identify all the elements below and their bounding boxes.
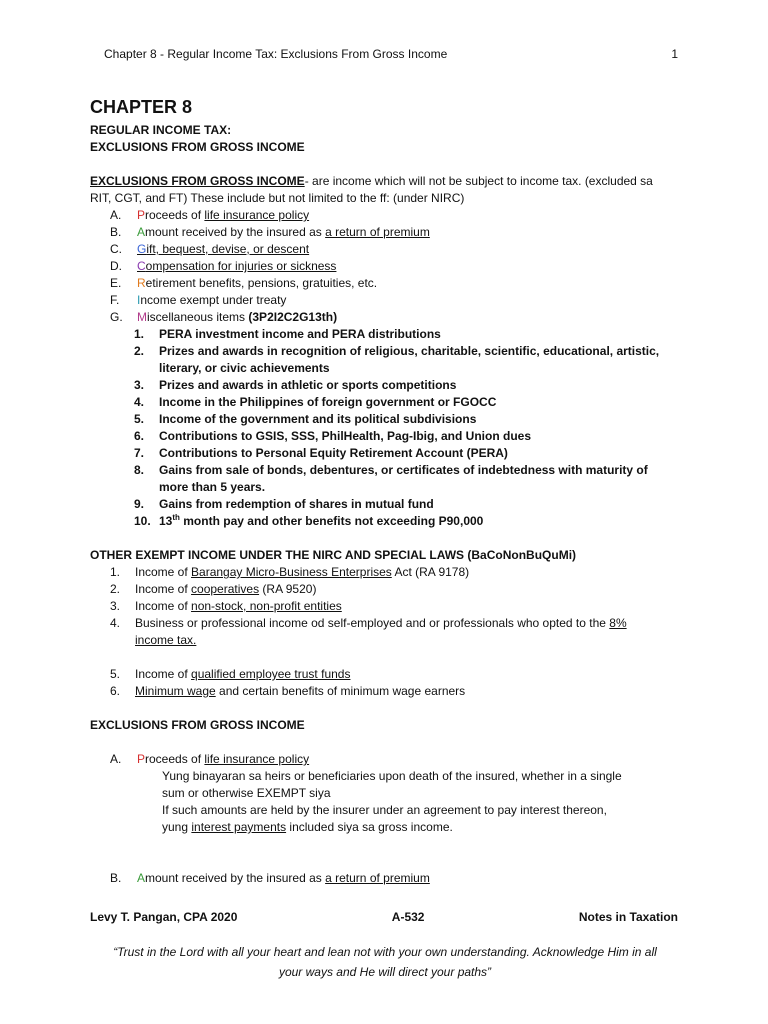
list-item: 4. Income in the Philippines of foreign government or FGOCC xyxy=(134,395,497,409)
list-item: 3. Prizes and awards in athletic or sports competitions xyxy=(134,378,457,392)
list-item: 5. Income of the government and its political subdivisions xyxy=(134,412,477,426)
list-item: F. Income exempt under treaty xyxy=(110,293,287,307)
list-item: 4. Business or professional income od self-employed and or professionals who opted to the 8% xyxy=(110,616,627,630)
list-item: 7. Contributions to Personal Equity Retirement Account (PERA) xyxy=(134,446,508,460)
subtitle-1: REGULAR INCOME TAX: xyxy=(90,123,232,137)
list-item: 9. Gains from redemption of shares in mutual fund xyxy=(134,497,434,511)
bullet-item-continued: sum or otherwise EXEMPT siya xyxy=(162,786,331,800)
list-item: 6. Minimum wage and certain benefits of minimum wage earners xyxy=(110,684,466,698)
list-item: 2. Income of cooperatives (RA 9520) xyxy=(110,582,317,596)
misc-list xyxy=(90,326,680,530)
intro-term: EXCLUSIONS FROM GROSS INCOME xyxy=(90,174,305,188)
subtitle-2: EXCLUSIONS FROM GROSS INCOME xyxy=(90,140,305,154)
list-item: 1. Income of Barangay Micro-Business Enterprises Act (RA 9178) xyxy=(110,565,470,579)
list-item: B. Amount received by the insured as a return of premium xyxy=(110,225,430,239)
page-header xyxy=(104,46,678,63)
document-body xyxy=(90,96,680,887)
bullet-item-continued: yung interest payments included siya sa gross income. xyxy=(162,820,453,834)
list-item: A. Proceeds of life insurance policy xyxy=(110,208,310,222)
list-item: D. Compensation for injuries or sickness xyxy=(110,259,337,273)
list-item: 2. Prizes and awards in recognition of religious, charitable, scientific, educational, artistic, xyxy=(134,344,660,358)
header-title: Chapter 8 - Regular Income Tax: Exclusions From Gross Income xyxy=(104,47,448,61)
footer-quote: “Trust in the Lord with all your heart and lean not with your own understanding. Acknowledge Him in all your ways and He will direct your paths” xyxy=(113,945,657,979)
bullet-item: Yung binayaran sa heirs or beneficiaries upon death of the insured, whether in a single xyxy=(90,768,680,785)
footer-author: Levy T. Pangan, CPA 2020 xyxy=(90,910,238,924)
page-number: 1 xyxy=(671,47,678,61)
chapter-title: CHAPTER 8 xyxy=(90,97,193,117)
list-item-continued: more than 5 years. xyxy=(159,480,266,494)
list-item: E. Retirement benefits, pensions, gratuities, etc. xyxy=(110,276,378,290)
list-item: C. Gift, bequest, devise, or descent xyxy=(110,242,310,256)
other-heading: OTHER EXEMPT INCOME UNDER THE NIRC AND SPECIAL LAWS (BaCoNonBuQuMi) xyxy=(90,548,577,562)
bullet-item: If such amounts are held by the insurer under an agreement to pay interest thereon, xyxy=(90,802,680,819)
list-item: 3. Income of non-stock, non-profit entities xyxy=(110,599,342,613)
intro-text-2: RIT, CGT, and FT) These include but not limited to the ff: (under NIRC) xyxy=(90,191,465,205)
bullet-icon xyxy=(90,802,162,819)
intro-text-1: - are income which will not be subject to income tax. (excluded sa xyxy=(304,174,653,188)
section-heading: EXCLUSIONS FROM GROSS INCOME xyxy=(90,718,305,732)
list-item: 10. 13th month pay and other benefits not exceeding P90,000 xyxy=(134,513,484,528)
list-item: B. Amount received by the insured as a return of premium xyxy=(110,871,430,885)
list-item: 6. Contributions to GSIS, SSS, PhilHealth, Pag-Ibig, and Union dues xyxy=(134,429,532,443)
page-footer xyxy=(90,909,678,926)
list-item-continued: literary, or civic achievements xyxy=(159,361,330,375)
list-item: G. Miscellaneous items (3P2I2C2G13th) xyxy=(110,310,338,324)
list-item: 5. Income of qualified employee trust funds xyxy=(110,667,351,681)
footer-title: Notes in Taxation xyxy=(578,910,678,924)
list-item: A. Proceeds of life insurance policy xyxy=(110,752,310,766)
footer-code: A-532 xyxy=(391,910,425,924)
list-item: 8. Gains from sale of bonds, debentures, or certificates of indebtedness with maturity of xyxy=(134,463,648,477)
intro-paragraph xyxy=(90,173,680,190)
list-item: 1. PERA investment income and PERA distributions xyxy=(134,327,441,341)
list-item-continued: income tax. xyxy=(135,633,197,647)
bullet-icon xyxy=(90,768,162,785)
